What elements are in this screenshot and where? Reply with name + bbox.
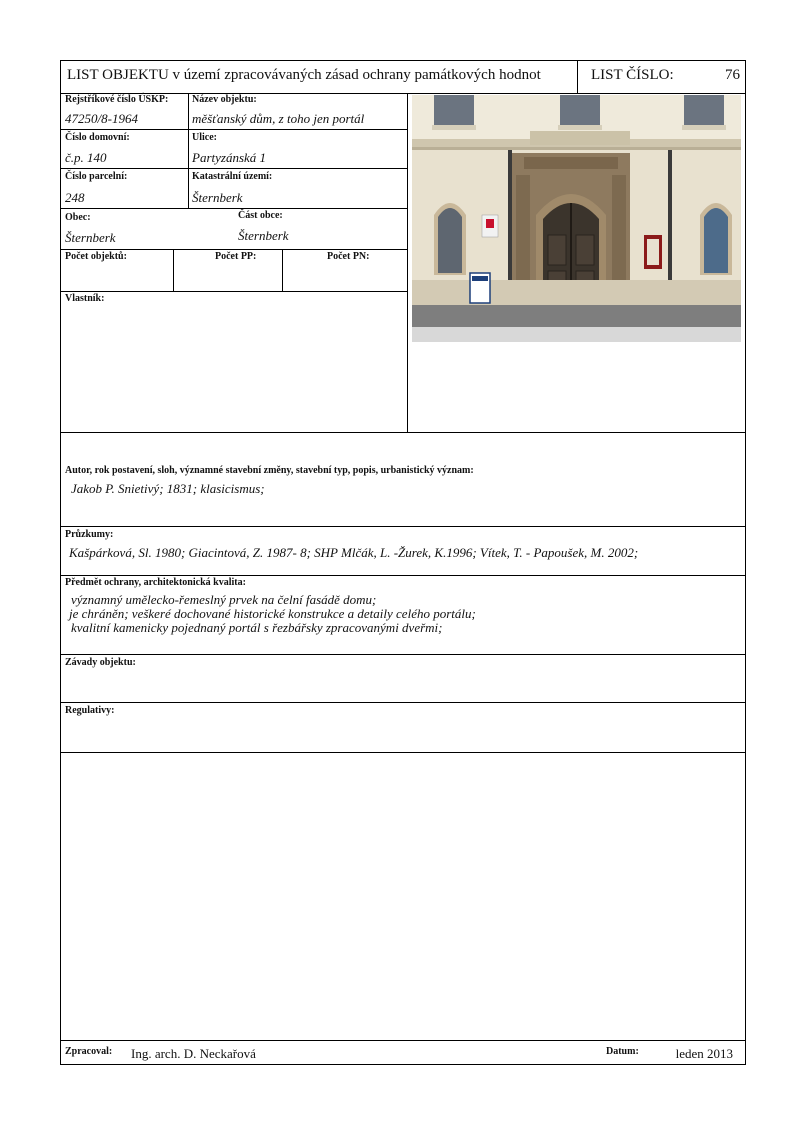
processed-by-label: Zpracoval:	[65, 1046, 113, 1057]
protection-line: významný umělecko-řemeslný prvek na čelní fasádě domu;	[71, 592, 377, 607]
row-line-3	[61, 208, 407, 209]
upper-block-bottom-line	[61, 432, 745, 433]
district-value: Šternberk	[238, 228, 289, 243]
district-label: Část obce:	[238, 210, 283, 221]
objects-count-label: Počet objektů:	[65, 251, 127, 262]
regulations-label: Regulativy:	[65, 705, 115, 716]
sheet-title: LIST OBJEKTU v území zpracovávaných zásad ochrany památkových hodnot	[67, 67, 541, 83]
defects-bottom-line	[61, 702, 745, 703]
sheet-number: 76	[725, 67, 740, 83]
cadastral-area-value: Šternberk	[192, 190, 243, 205]
object-name-value: měšťanský dům, z toho jen portál	[192, 111, 365, 126]
author-label: Autor, rok postavení, sloh, významné stavební změny, stavební typ, popis, urbanistický význam:	[65, 465, 474, 476]
sheet-number-label: LIST ČÍSLO:	[591, 67, 674, 83]
date-label: Datum:	[606, 1046, 639, 1057]
author-value: Jakob P. Snietivý; 1831; klasicismus;	[71, 481, 265, 496]
building-photo	[412, 95, 741, 342]
protection-line: je chráněn; veškeré dochované historické konstrukce a detaily celého portálu;	[69, 606, 476, 621]
object-sheet	[60, 60, 746, 1065]
street-value: Partyzánská 1	[192, 150, 267, 165]
row-line-5	[61, 291, 407, 292]
object-name-label: Název objektu:	[192, 94, 257, 105]
pp-count-label: Počet PP:	[215, 251, 257, 262]
row-line-4	[61, 249, 407, 250]
footer-top-line	[61, 1040, 745, 1041]
author-bottom-line	[61, 526, 745, 527]
parcel-number-label: Číslo parcelní:	[65, 171, 128, 182]
header-divider	[577, 61, 578, 94]
pn-count-label: Počet PN:	[327, 251, 370, 262]
row-line-1	[61, 129, 407, 130]
protection-text	[69, 593, 476, 635]
defects-label: Závady objektu:	[65, 657, 136, 668]
info-column-divider	[188, 93, 189, 209]
date-value: leden 2013	[675, 1046, 733, 1061]
cadastral-area-label: Katastrální území:	[192, 171, 273, 182]
house-number-value: č.p. 140	[65, 150, 107, 165]
processed-by-value: Ing. arch. D. Neckařová	[131, 1046, 256, 1061]
registry-value: 47250/8-1964	[65, 111, 138, 126]
count-divider-1	[173, 249, 174, 291]
protection-line: kvalitní kamenicky pojednaný portál s řezbářsky zpracovanými dveřmi;	[71, 620, 443, 635]
parcel-number-value: 248	[65, 190, 85, 205]
protection-label: Předmět ochrany, architektonická kvalita:	[65, 577, 246, 588]
regulations-bottom-line	[61, 752, 745, 753]
municipality-label: Obec:	[65, 212, 91, 223]
surveys-value: Kašpárková, Sl. 1980; Giacintová, Z. 1987- 8; SHP Mlčák, L. -Žurek, K.1996; Vítek, T. - Papoušek, M. 2002;	[69, 545, 639, 560]
protection-bottom-line	[61, 654, 745, 655]
surveys-label: Průzkumy:	[65, 529, 114, 540]
row-line-2	[61, 168, 407, 169]
house-number-label: Číslo domovní:	[65, 132, 130, 143]
municipality-value: Šternberk	[65, 230, 116, 245]
count-divider-2	[282, 249, 283, 291]
owner-label: Vlastník:	[65, 293, 105, 304]
info-photo-divider	[407, 93, 408, 433]
surveys-bottom-line	[61, 575, 745, 576]
street-label: Ulice:	[192, 132, 217, 143]
registry-label: Rejstříkové číslo ÚSKP:	[65, 94, 169, 105]
